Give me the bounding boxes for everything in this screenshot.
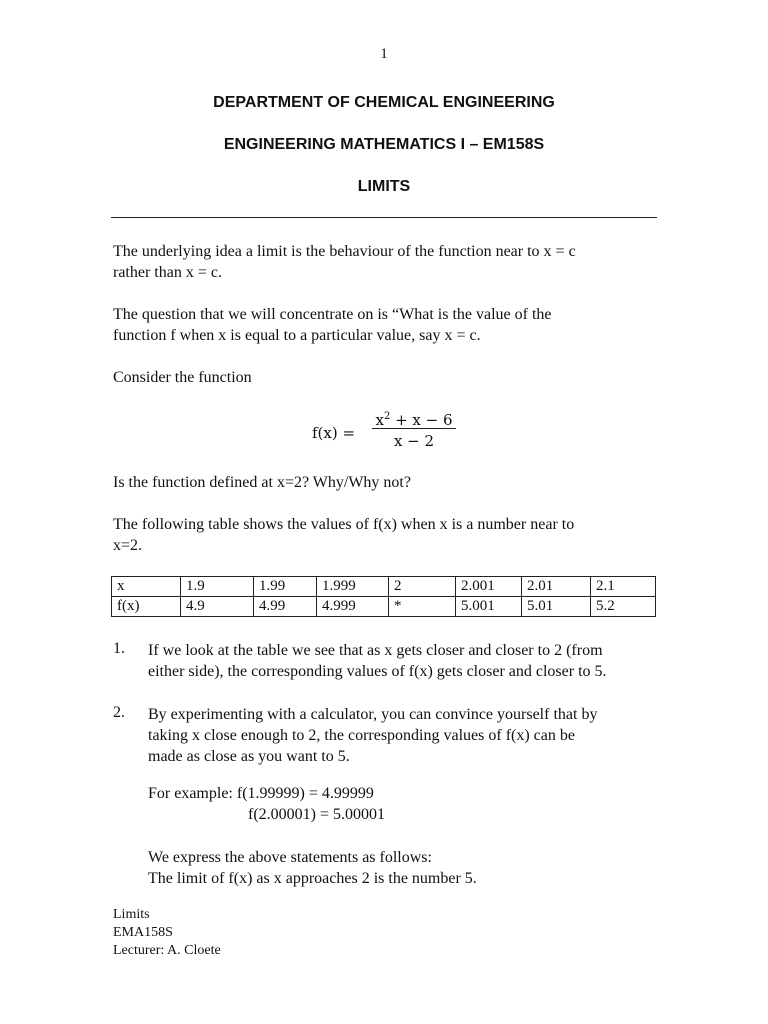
numerator-rest: + x − 6 [390,411,453,429]
list-item-2-line-3: made as close as you want to 5. [148,748,350,765]
question-line-1: The question that we will concentrate on is “What is the value of the [113,306,552,323]
list-item-2-number: 2. [113,704,125,721]
table-cell: * [389,597,456,617]
table-cell: 2.01 [522,577,591,597]
list-item-1-line-1: If we look at the table we see that as x gets closer and closer to 2 (from [148,642,603,659]
table-cell: x [112,577,181,597]
footer-line-1: Limits [113,907,150,922]
page-number: 1 [380,46,388,62]
conclusion-block [148,847,668,889]
table-cell: 5.2 [591,597,656,617]
example-line-1: For example: f(1.99999) = 4.99999 [148,785,374,802]
example-line-2: f(2.00001) = 5.00001 [248,806,386,823]
page-footer [113,906,221,960]
table-cell: 2.1 [591,577,656,597]
topic-heading: LIMITS [357,178,411,195]
equation-fraction [372,404,456,453]
list-item-1 [148,640,668,682]
table-intro-paragraph [113,514,673,556]
intro-line-2: rather than x = c. [113,264,222,281]
table-cell: 2 [389,577,456,597]
equation-denominator: x − 2 [393,432,435,450]
intro-paragraph [113,241,673,283]
conclusion-line-2: The limit of f(x) as x approaches 2 is the number 5. [148,870,477,887]
list-item-2 [148,704,668,767]
function-equation [0,404,768,464]
table-cell: 4.99 [254,597,317,617]
table-cell: 2.001 [456,577,522,597]
table-intro-line-1: The following table shows the values of f(x) when x is a number near to [113,516,575,533]
equation-numerator [372,404,456,428]
numerator-exponent: 2 [383,411,391,422]
header-divider [111,217,657,218]
table-cell: 1.9 [181,577,254,597]
list-item-2-line-1: By experimenting with a calculator, you can convince yourself that by [148,706,598,723]
numerator-base: x [375,411,384,429]
list-item-1-number: 1. [113,640,125,657]
intro-line-1: The underlying idea a limit is the behaviour of the function near to x = c [113,243,576,260]
table-cell: 4.999 [317,597,389,617]
equation-lhs: f(x) = [312,424,356,442]
table-cell: 1.99 [254,577,317,597]
conclusion-line-1: We express the above statements as follows: [148,849,432,866]
example-block [148,783,668,825]
table-cell: 5.01 [522,597,591,617]
department-heading: DEPARTMENT OF CHEMICAL ENGINEERING [213,94,555,111]
question-paragraph [113,304,673,346]
consider-paragraph: Consider the function [113,369,252,386]
table-row [112,577,656,597]
table-intro-line-2: x=2. [113,537,143,554]
list-item-1-line-2: either side), the corresponding values of f(x) gets closer and closer to 5. [148,663,607,680]
list-item-2-line-2: taking x close enough to 2, the corresponding values of f(x) can be [148,727,575,744]
question-line-2: function f when x is equal to a particular value, say x = c. [113,327,481,344]
footer-line-3: Lecturer: A. Cloete [113,943,221,958]
course-heading: ENGINEERING MATHEMATICS I – EM158S [223,136,545,153]
table-cell: 4.9 [181,597,254,617]
table-cell: 1.999 [317,577,389,597]
table-cell: f(x) [112,597,181,617]
footer-line-2: EMA158S [113,925,173,940]
defined-question: Is the function defined at x=2? Why/Why not? [113,474,411,491]
table-cell: 5.001 [456,597,522,617]
values-table [111,576,656,617]
table-row [112,597,656,617]
